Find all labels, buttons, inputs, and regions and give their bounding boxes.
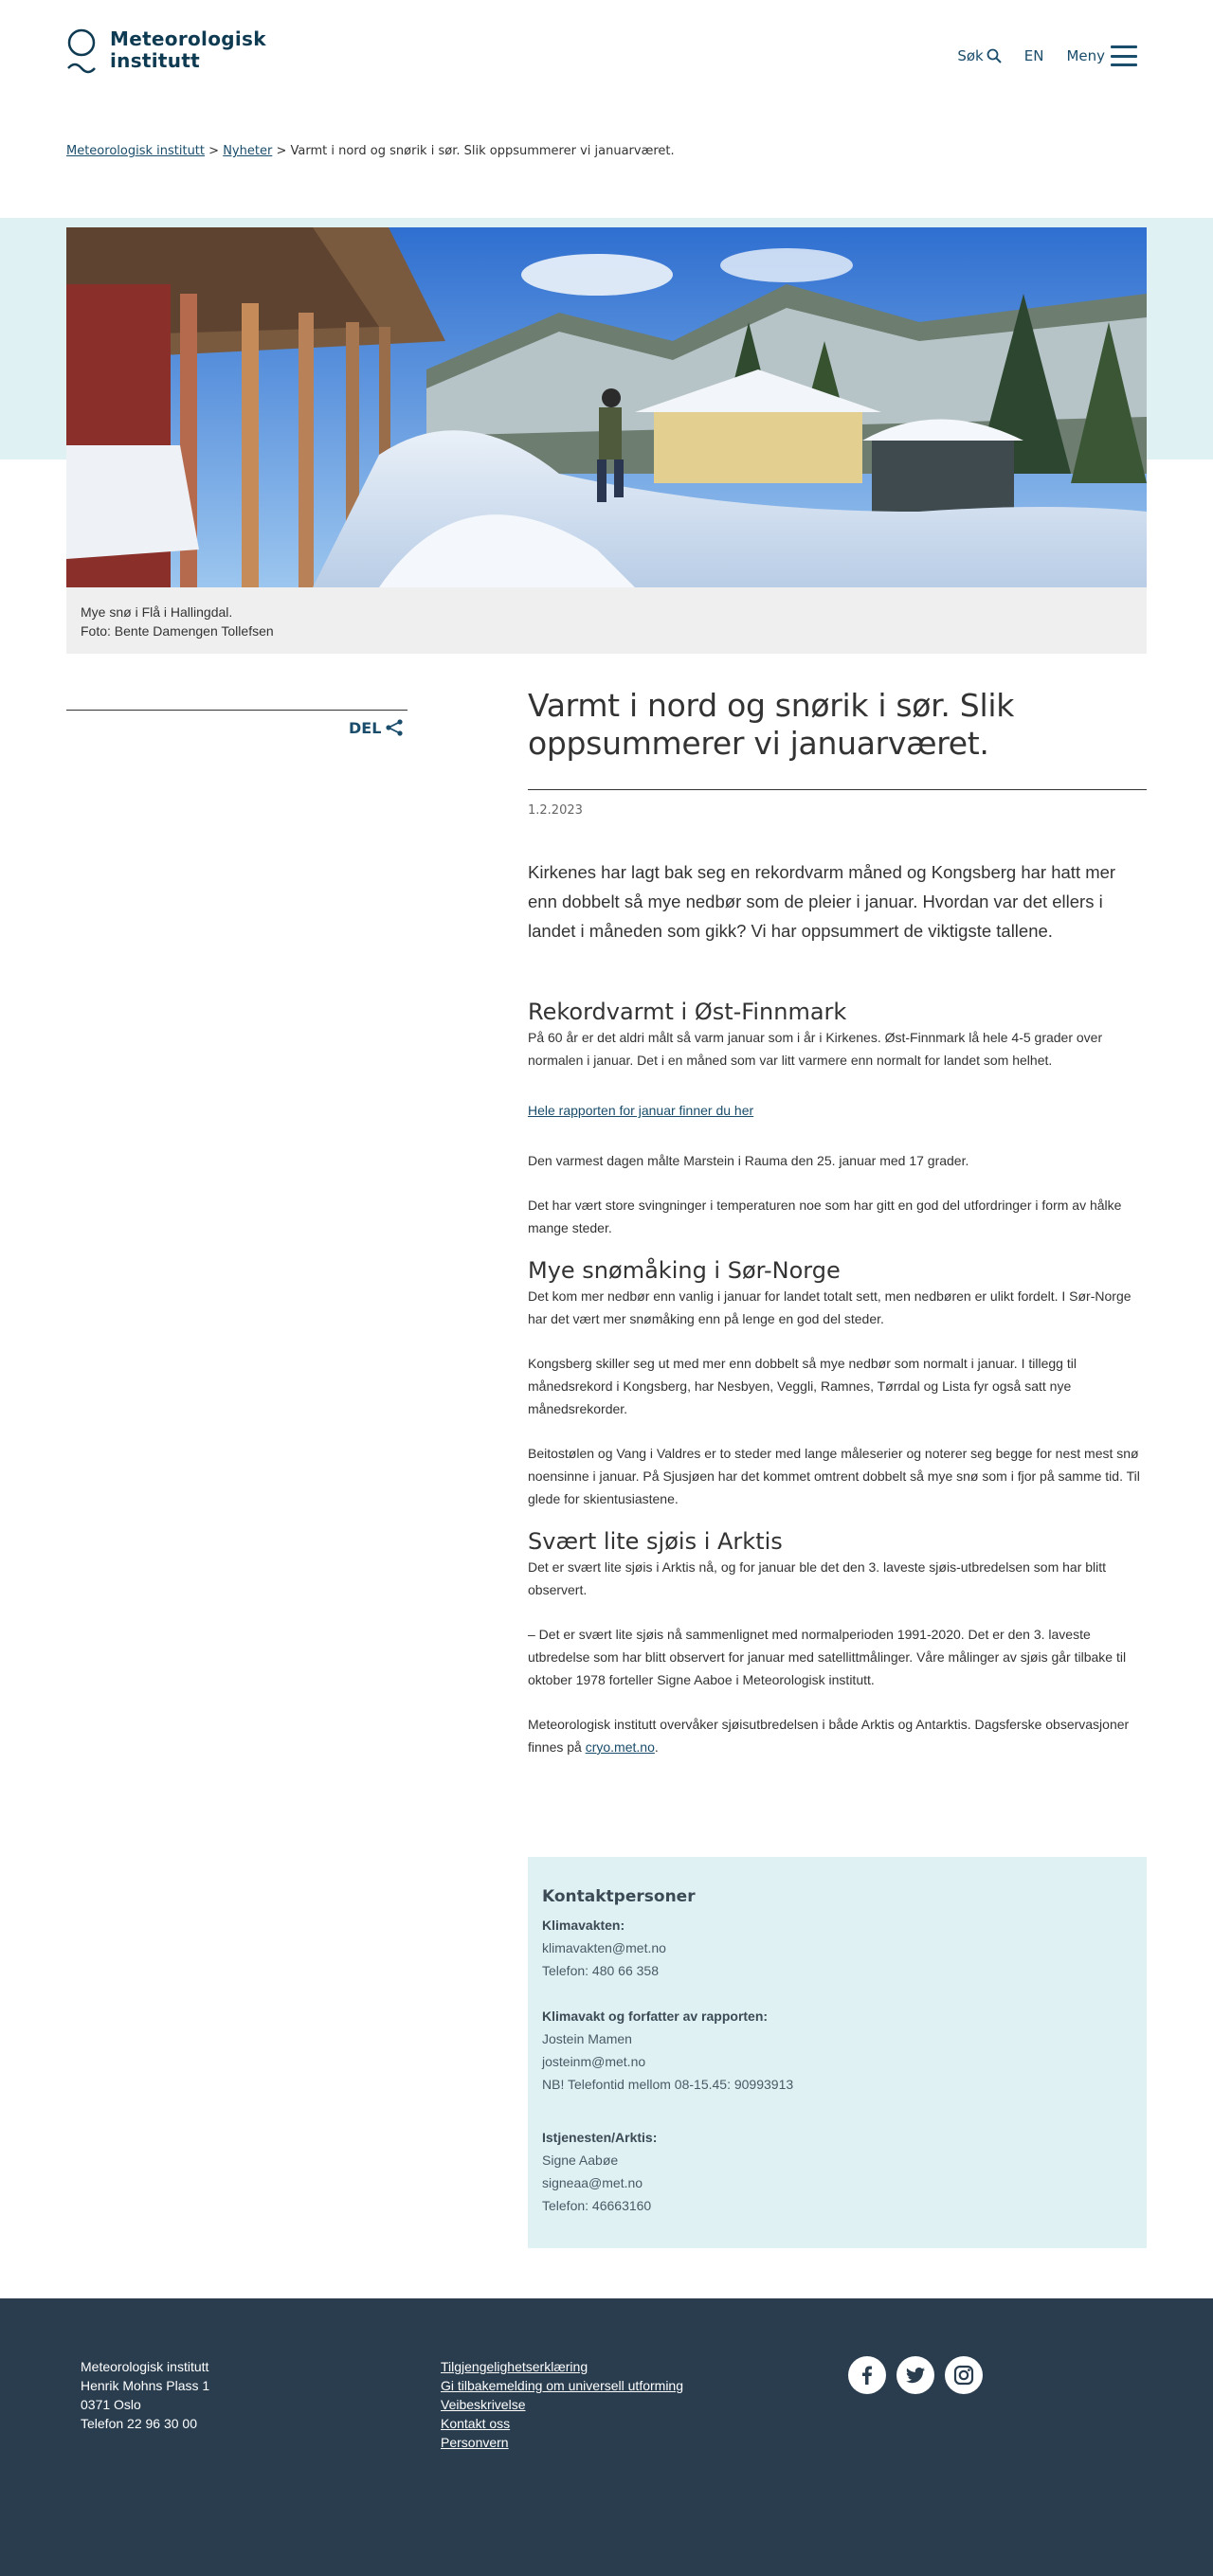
contact-label: Istjenesten/Arktis: <box>542 2130 658 2145</box>
language-button[interactable] <box>1024 47 1044 64</box>
footer-org: Meteorologisk institutt <box>81 2359 209 2374</box>
contact-heading: Kontaktpersoner <box>542 1887 696 1906</box>
logo-line2: institutt <box>110 49 201 72</box>
facebook-button[interactable] <box>848 2356 886 2394</box>
language-label: EN <box>1023 47 1044 64</box>
section-heading-snow: Mye snømåking i Sør-Norge <box>528 1257 841 1284</box>
twitter-button[interactable] <box>896 2356 934 2394</box>
paragraph: – Det er svært lite sjøis nå sammenlignet med normalperioden 1991-2020. Det er den 3. laveste utbredelse som har blitt observert for januar med satellittmålinger. Våre målinger av sjøis går tilbake til oktober 1978 forteller Signe Aaboe i Meteorologisk institutt. <box>528 1627 1127 1687</box>
search-label: Søk <box>957 47 984 64</box>
paragraph: Den varmest dagen målte Marstein i Rauma den 25. januar med 17 grader. <box>528 1153 969 1168</box>
caption-credit: Foto: Bente Damengen Tollefsen <box>81 623 274 639</box>
paragraph: Det kom mer nedbør enn vanlig i januar for landet totalt sett, men nedbøren er ulikt fordelt. I Sør-Norge har det vært mer snømåking enn på lenge en god del steder. <box>528 1288 1132 1326</box>
footer-street: Henrik Mohns Plass 1 <box>81 2378 210 2393</box>
paragraph <box>528 1713 1147 1758</box>
footer-address <box>81 2357 209 2433</box>
twitter-icon <box>904 2364 927 2387</box>
paragraph: Kongsberg skiller seg ut med mer enn dobbelt så mye nedbør som normalt i januar. I tillegg til månedsrekord i Kongsberg, har Nesbyen, Veggli, Ramnes, Tørrdal og Lista fyr også satt nye månedsrekorder. <box>528 1356 1077 1416</box>
site-header <box>0 0 1213 104</box>
title-divider <box>528 789 1147 790</box>
article-lead: Kirkenes har lagt bak seg en rekordvarm måned og Kongsberg har hatt mer enn dobbelt så mye nedbør som de pleier i januar. Hvordan var det ellers i landet i måneden som gikk? Vi har oppsummert de viktigste tallene. <box>528 862 1116 941</box>
report-link[interactable]: Hele rapporten for januar finner du her <box>528 1103 754 1118</box>
footer-link-feedback[interactable]: Gi tilbakemelding om universell utforming <box>441 2378 683 2393</box>
share-button[interactable] <box>349 718 404 737</box>
share-divider <box>66 710 407 711</box>
menu-label: Meny <box>1066 47 1105 64</box>
breadcrumb-link-home[interactable]: Meteorologisk institutt <box>66 144 206 158</box>
contact-group <box>542 1914 1132 1982</box>
share-label: DEL <box>349 718 382 737</box>
caption-text: Mye snø i Flå i Hallingdal. <box>81 604 233 620</box>
search-icon <box>987 48 1002 63</box>
hamburger-icon <box>1111 45 1137 66</box>
contact-phone: NB! Telefontid mellom 08-15.45: 90993913 <box>542 2077 794 2092</box>
breadcrumb-current: Varmt i nord og snørik i sør. Slik oppsummerer vi januarværet. <box>290 144 675 158</box>
share-icon <box>385 718 404 737</box>
contact-name: Jostein Mamen <box>542 2031 632 2046</box>
contact-name: Signe Aabøe <box>542 2153 619 2168</box>
instagram-button[interactable] <box>945 2356 983 2394</box>
paragraph: Det er svært lite sjøis i Arktis nå, og for januar ble det den 3. laveste sjøis-utbredelsen som har blitt observert. <box>528 1559 1107 1597</box>
paragraph: Beitostølen og Vang i Valdres er to steder med lange måleserier og noterer seg begge for nest mest snø noensinne i januar. På Sjusjøen har det kommet omtrent dobbelt så mye snø som i fjor på samme tid. Til glede for skientusiastene. <box>528 1446 1140 1506</box>
footer-postal: 0371 Oslo <box>81 2397 141 2412</box>
contact-email: klimavakten@met.no <box>542 1940 666 1955</box>
facebook-icon <box>856 2364 878 2387</box>
section-heading-arctic-warm: Rekordvarmt i Øst-Finnmark <box>528 999 847 1025</box>
contact-label: Klimavakten: <box>542 1918 625 1933</box>
logo[interactable] <box>66 28 266 78</box>
footer-link-accessibility[interactable]: Tilgjengelighetserklæring <box>441 2359 588 2374</box>
paragraph-text: Meteorologisk institutt overvåker sjøisutbredelsen i både Arktis og Antarktis. Dagsferske observasjoner finnes på <box>528 1717 1130 1755</box>
social-links <box>848 2356 993 2394</box>
instagram-icon <box>952 2364 975 2387</box>
article-title: Varmt i nord og snørik i sør. Slik oppsummerer vi januarværet. <box>528 687 1014 762</box>
contact-box <box>528 1857 1147 2248</box>
contact-group <box>542 2005 1132 2096</box>
section-heading-sea-ice: Svært lite sjøis i Arktis <box>528 1528 783 1555</box>
contact-label: Klimavakt og forfatter av rapporten: <box>542 2009 769 2024</box>
article-date: 1.2.2023 <box>528 803 583 818</box>
contact-email: josteinm@met.no <box>542 2054 646 2069</box>
breadcrumb-separator: > <box>276 144 287 158</box>
footer-phone: Telefon 22 96 30 00 <box>81 2416 197 2431</box>
logo-text <box>110 28 266 72</box>
contact-phone: Telefon: 480 66 358 <box>542 1963 659 1978</box>
contact-email: signeaa@met.no <box>542 2175 643 2190</box>
footer-link-directions[interactable]: Veibeskrivelse <box>441 2397 526 2412</box>
footer-links <box>441 2357 683 2452</box>
paragraph: Det har vært store svingninger i temperaturen noe som har gitt en god del utfordringer i form av hålke mange steder. <box>528 1198 1122 1235</box>
paragraph-end: . <box>654 1739 659 1755</box>
hero-image <box>66 227 1147 587</box>
breadcrumb-link-news[interactable]: Nyheter <box>223 144 273 158</box>
logo-line1: Meteorologisk <box>110 27 266 50</box>
paragraph: På 60 år er det aldri målt så varm januar som i år i Kirkenes. Øst-Finnmark lå hele 4-5 grader over normalen i januar. Det i en måned som var litt varmere enn normalt for landet som helhet. <box>528 1030 1103 1068</box>
contact-group <box>542 2126 1132 2217</box>
search-button[interactable] <box>957 47 1001 64</box>
logo-icon <box>66 28 97 78</box>
article <box>528 687 1147 1758</box>
breadcrumb-separator: > <box>208 144 220 158</box>
footer-link-privacy[interactable]: Personvern <box>441 2435 509 2450</box>
contact-phone: Telefon: 46663160 <box>542 2198 652 2213</box>
footer-link-contact[interactable]: Kontakt oss <box>441 2416 511 2431</box>
hero-caption <box>66 587 1147 654</box>
site-footer <box>0 2298 1213 2576</box>
cryo-link[interactable]: cryo.met.no <box>585 1739 655 1755</box>
top-nav <box>957 45 1137 66</box>
breadcrumb <box>66 144 675 158</box>
menu-button[interactable] <box>1066 45 1137 66</box>
